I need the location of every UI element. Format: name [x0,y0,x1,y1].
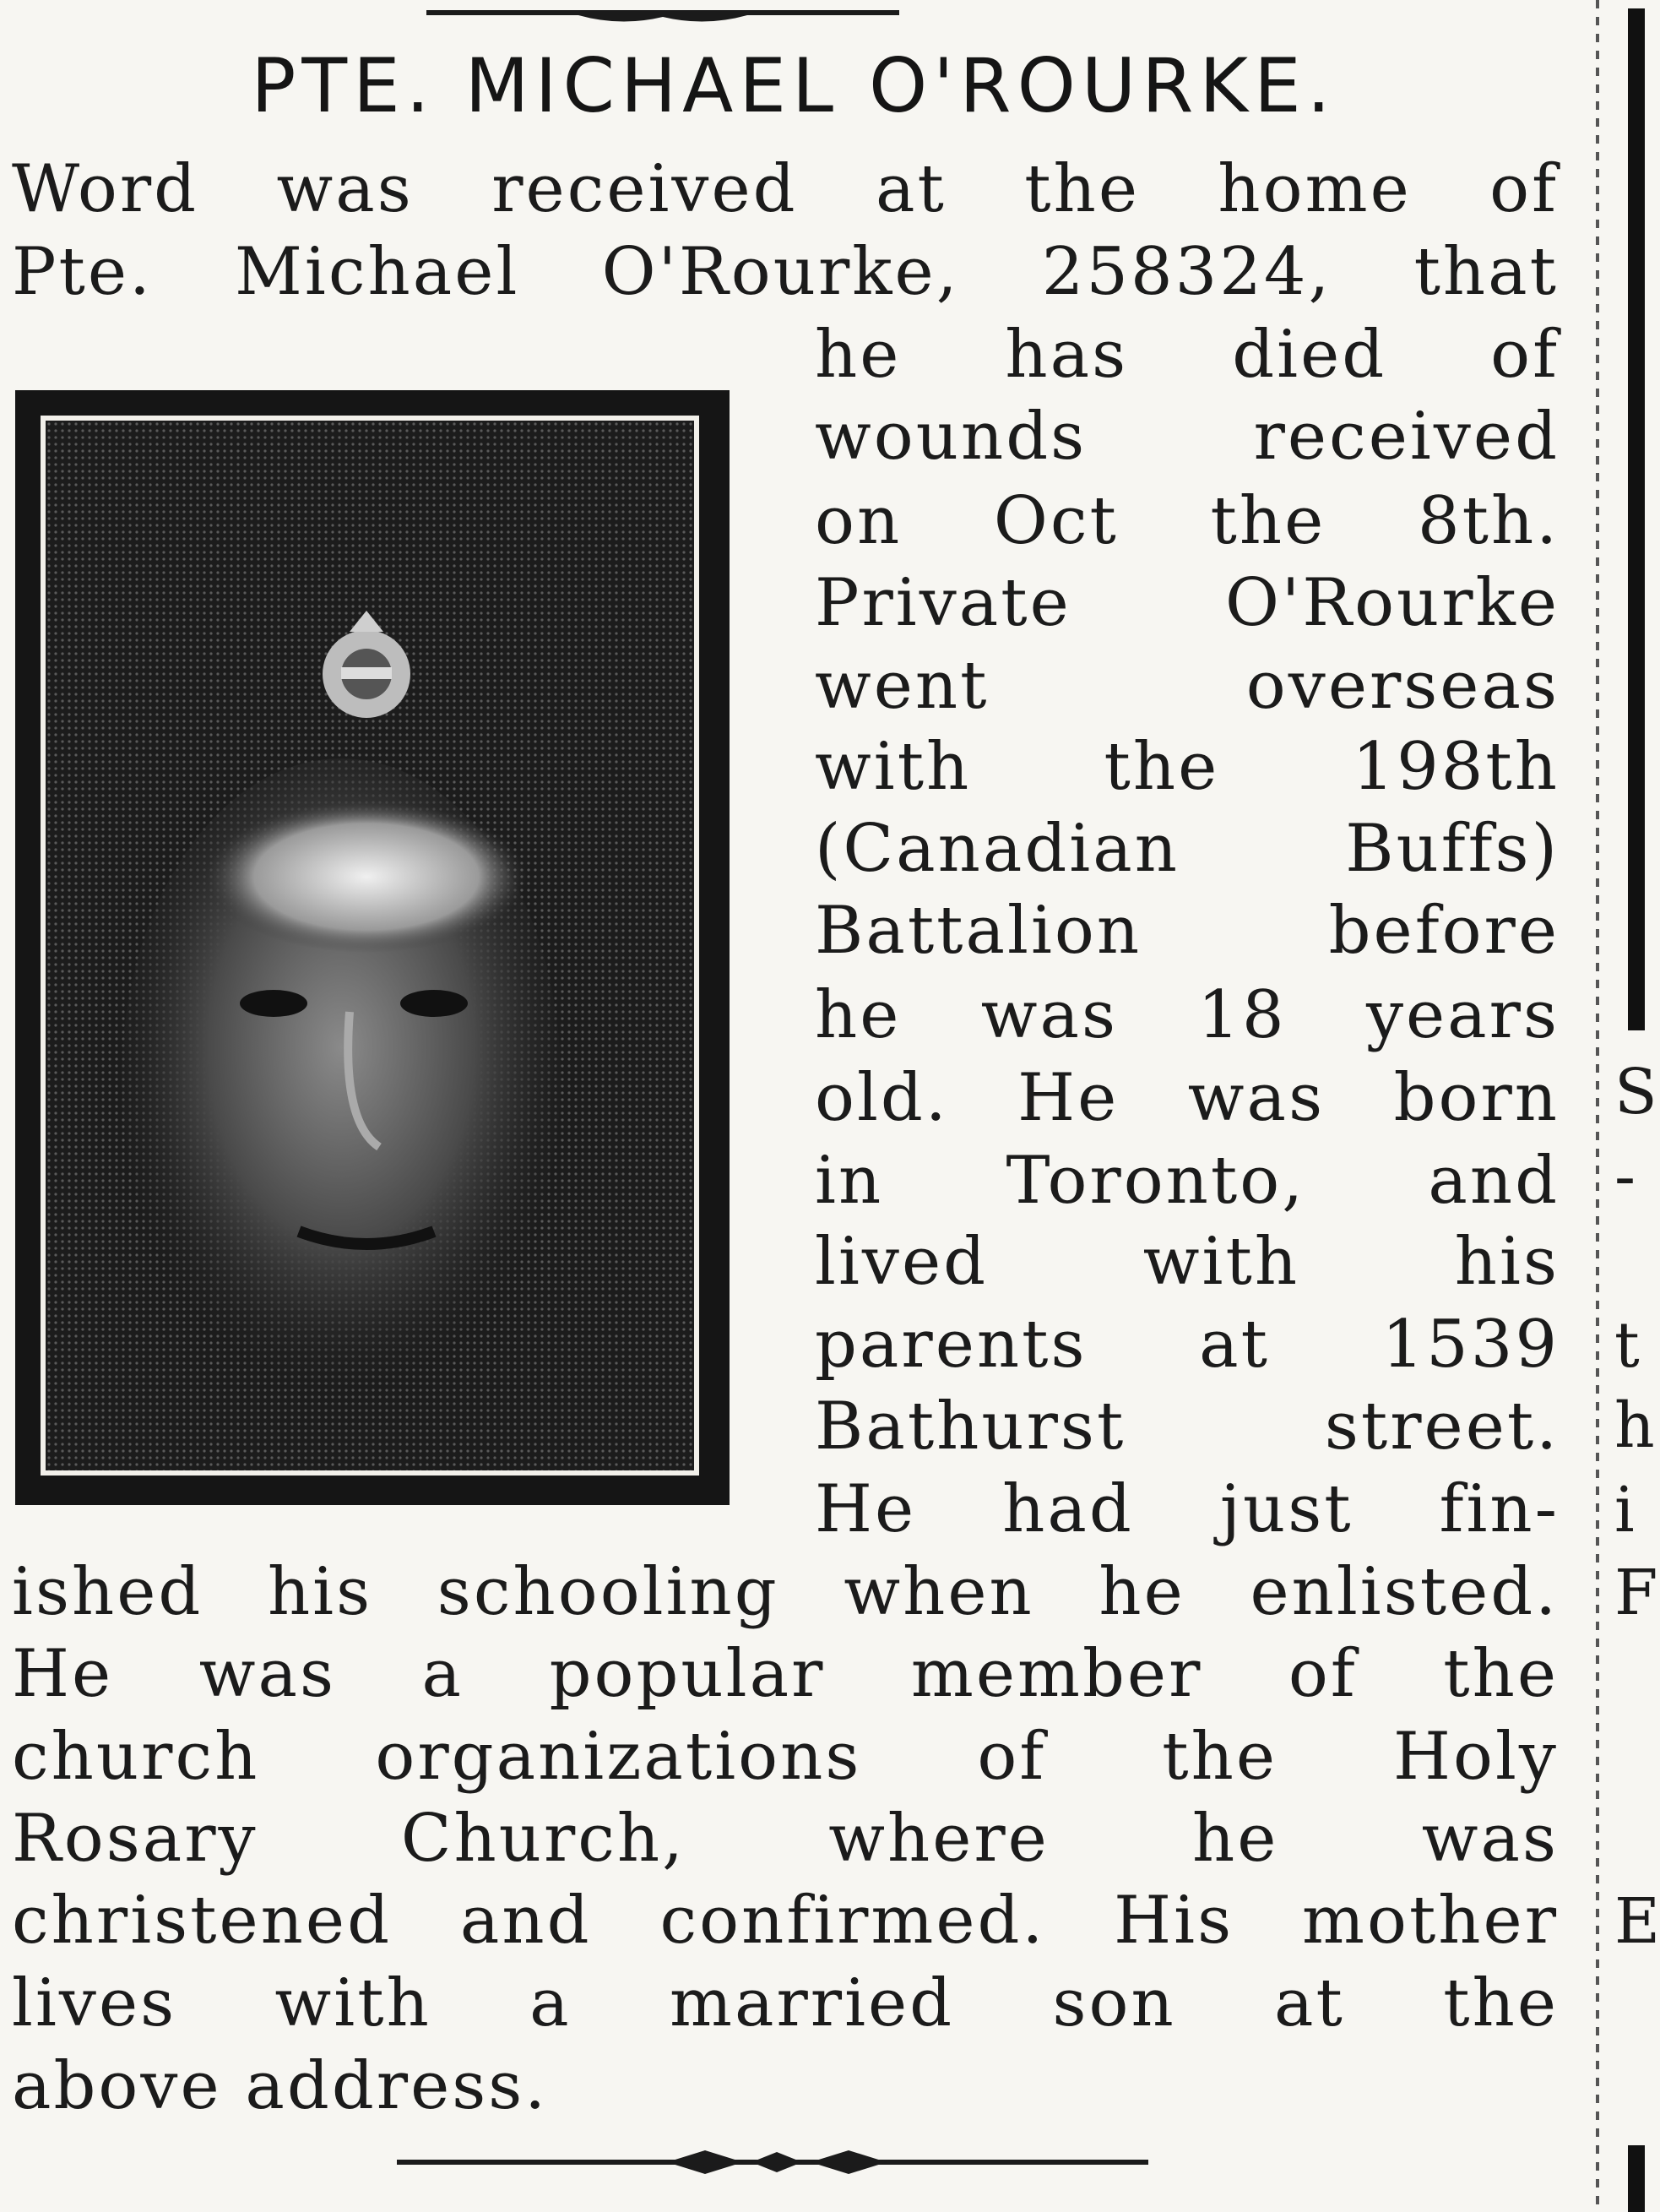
portrait-photo [15,390,730,1505]
body-line: lives with a married son at the [12,1965,1559,2041]
adjacent-column-fragment: h [1614,1389,1655,1462]
body-line: Bathurst street. [815,1389,1560,1465]
body-line: he has died of [815,317,1560,393]
body-line: parents at 1539 [815,1307,1560,1383]
body-line: lived with his [815,1224,1560,1300]
body-line: in Toronto, and [815,1143,1560,1219]
column-divider [1596,0,1599,2212]
top-ornament-rule [426,3,899,29]
adjacent-column-fragment: - [1614,1140,1636,1213]
body-line: He was a popular member of the [12,1636,1559,1712]
body-line: church organizations of the Holy [12,1719,1559,1795]
body-line: Private O'Rourke [815,565,1560,641]
body-line: old. He was born [815,1060,1560,1136]
body-line: ished his schooling when he enlisted. [12,1554,1559,1630]
soldier-portrait-image [46,421,694,1470]
body-line: (Canadian Buffs) [815,811,1560,887]
headline: PTE. MICHAEL O'ROURKE. [251,42,1337,129]
adjacent-column-fragment: F [1614,1557,1658,1629]
body-line: Pte. Michael O'Rourke, 258324, that [12,234,1559,310]
body-line: with the 198th [815,729,1560,805]
body-line: He had just fin- [815,1471,1560,1547]
adjacent-column-fragment: E [1614,1885,1660,1958]
body-line: Word was received at the home of [12,151,1559,227]
body-line-last: above address. [12,2048,549,2124]
body-line: christened and confirmed. His mother [12,1883,1559,1959]
body-line: wounds received [815,399,1560,475]
adjacent-column-image [1628,8,1645,1030]
body-line: went overseas [815,648,1560,724]
adjacent-column-fragment: i [1614,1474,1635,1546]
adjacent-column-fragment: t [1614,1309,1640,1382]
body-line: Battalion before [815,893,1560,969]
body-line: Rosary Church, where he was [12,1801,1559,1877]
body-line: on Oct the 8th. [815,483,1560,559]
adjacent-column-image-bottom [1628,2145,1645,2212]
adjacent-column-fragment: S [1614,1056,1657,1128]
bottom-ornament-rule [397,2145,1148,2179]
body-line: he was 18 years [815,977,1560,1053]
